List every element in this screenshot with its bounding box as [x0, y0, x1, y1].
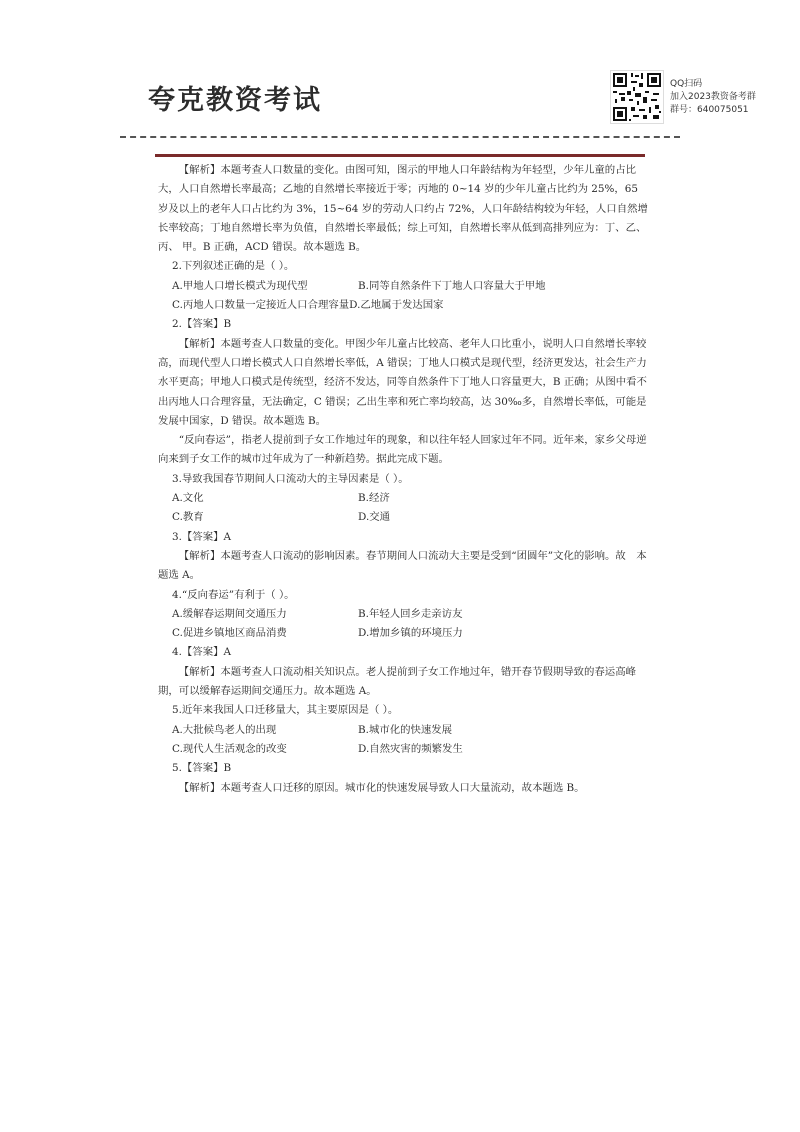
- brand-logo-text: 夸克教资考试: [148, 85, 322, 116]
- option-5c: C.现代人生活观念的改变: [172, 742, 287, 755]
- option-5b: B.城市化的快速发展: [358, 723, 453, 736]
- question-5-options-row1: [158, 721, 648, 740]
- qr-caption-line1: QQ扫码: [670, 79, 703, 89]
- passage-intro: “反向春运”，指老人提前到子女工作地过年的现象，和以往年轻人回家过年不同。近年来，家乡父母逆向来到子女工作的城市过年成为了一种新趋势。据此完成下题。: [158, 434, 647, 466]
- explanation-2: 【解析】本题考查人口数量的变化。甲图少年儿童占比较高、老年人口比重小，说明人口自然增长率较高，而现代型人口增长模式人口自然增长率低，A 错误；丁地人口模式是现代型，经济更发达，社会生产力水平更高；甲地人口模式是传统型，经济不发达，同等自然条件下丁地人口容量更大，B 正确；从图中看不出丙地人口合理容量，无法确定，C 错误；乙出生率和死亡率均较高，达 30‰多，自然增长率低，可能是发展中国家，D 错误。故本题选 B。: [158, 337, 647, 427]
- header-divider: [120, 136, 680, 138]
- option-4c: C.促进乡镇地区商品消费: [172, 627, 287, 640]
- question-4-options-row2: [158, 624, 648, 643]
- document-body: [158, 161, 648, 798]
- option-5a: A.大批候鸟老人的出现: [172, 723, 277, 736]
- answer-5: 5.【答案】B: [172, 762, 232, 775]
- option-2a: A.甲地人口增长模式为现代型: [172, 279, 308, 292]
- qr-caption-line2: 加入2023教资备考群: [670, 92, 756, 102]
- question-4-options-row1: [158, 605, 648, 624]
- explanation-3: 【解析】本题考查人口流动的影响因素。春节期间人口流动大主要是受到“团圆年”文化的影响。故 本题选 A。: [158, 549, 647, 582]
- option-3b: B.经济: [358, 492, 390, 505]
- explanation-5: 【解析】本题考查人口迁移的原因。城市化的快速发展导致人口大量流动，故本题选 B。: [178, 781, 585, 794]
- option-4a: A.缓解春运期间交通压力: [172, 607, 287, 620]
- option-4d: D.增加乡镇的环境压力: [358, 627, 463, 640]
- question-3-options-row2: [158, 508, 648, 527]
- option-3a: A.文化: [172, 492, 204, 505]
- answer-3: 3.【答案】A: [172, 530, 231, 543]
- question-3: 3.导致我国春节期间人口流动大的主导因素是（ ）。: [172, 472, 409, 485]
- explanation-4: 【解析】本题考查人口流动相关知识点。老人提前到子女工作地过年，错开春节假期导致的春运高峰 期，可以缓解春运期间交通压力。故本题选 A。: [158, 665, 647, 698]
- option-2cd: C.丙地人口数量一定接近人口合理容量D.乙地属于发达国家: [172, 299, 444, 312]
- question-2: 2.下列叙述正确的是（ ）。: [172, 260, 295, 273]
- option-4b: B.年轻人回乡走亲访友: [358, 607, 463, 620]
- answer-2: 2.【答案】B: [172, 318, 232, 331]
- option-5d: D.自然灾害的频繁发生: [358, 742, 463, 755]
- option-3c: C.教育: [172, 511, 204, 524]
- option-3d: D.交通: [358, 511, 391, 524]
- question-5: 5.近年来我国人口迁移量大，其主要原因是（ ）。: [172, 704, 399, 717]
- qr-code-icon: [610, 70, 664, 124]
- answer-4: 4.【答案】A: [172, 646, 231, 659]
- qr-caption-line3: 群号：640075051: [670, 105, 749, 115]
- option-2b: B.同等自然条件下丁地人口容量大于甲地: [358, 279, 546, 292]
- content-top-rule: [155, 154, 645, 157]
- qr-caption: [670, 78, 756, 117]
- question-2-options-row1: [158, 277, 648, 296]
- explanation-1: 【解析】本题考查人口数量的变化。由图可知，图示的甲地人口年龄结构为年轻型，少年儿童的占比大，人口自然增长率最高；乙地的自然增长率接近于零；丙地的 0~14 岁的少年儿童占比约为 25%，65 岁及以上的老年人口占比约为 3%，15~64 岁的劳动人口约占 72%，人口年龄结构较为年轻，人口自然增长率较高；丁地自然增长率为负值，自然增长率最低；综上可知，自然增长率从低到高排列应为：丁、乙、丙、 甲。B 正确，ACD 错误。故本题选 B。: [158, 164, 648, 254]
- question-4: 4.“反向春运”有利于（ ）。: [172, 588, 295, 601]
- question-3-options-row1: [158, 489, 648, 508]
- question-5-options-row2: [158, 740, 648, 759]
